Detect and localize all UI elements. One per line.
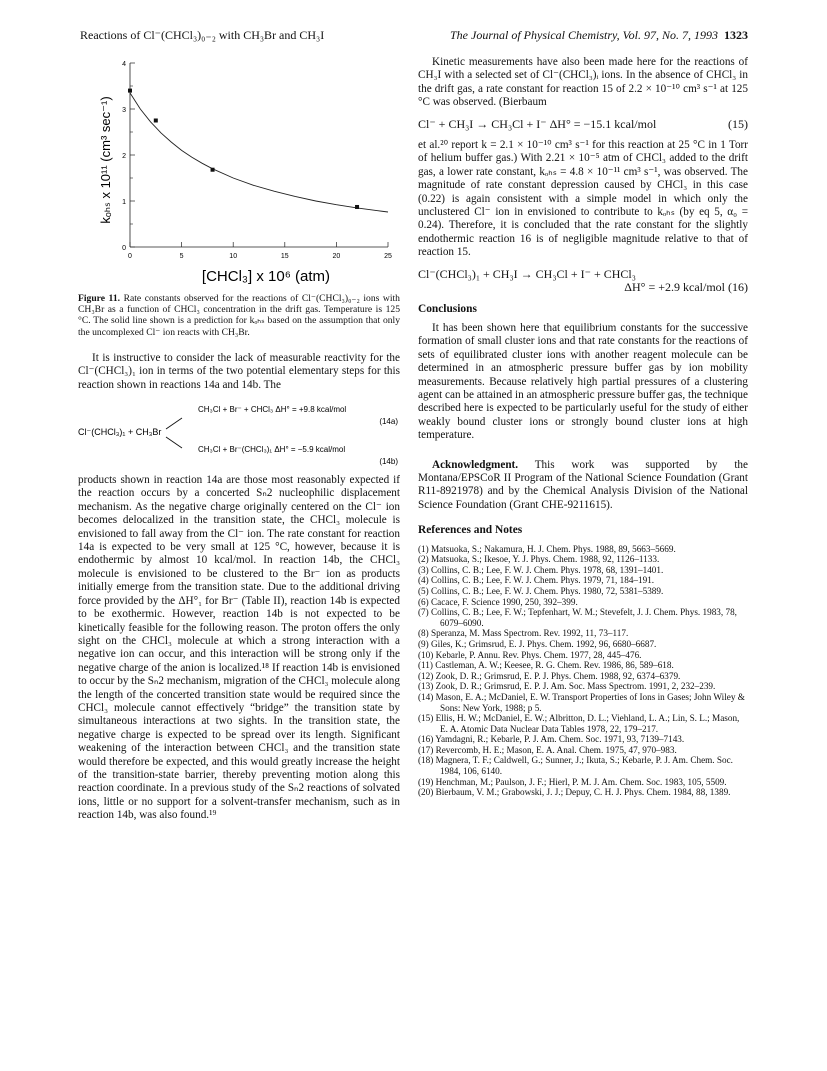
equation-15 (418, 118, 748, 131)
ack-label: Acknowledgment. (432, 458, 519, 471)
reference-item: (9) Giles, K.; Grimsrud, E. J. Phys. Chem. 1992, 96, 6680–6687. (418, 638, 657, 649)
y-axis-label: kₒₕₛ x 10¹¹ (cm³ sec⁻¹) (98, 96, 113, 224)
y-tick-label: 3 (122, 107, 126, 114)
reference-item: (10) Kebarle, P. Annu. Rev. Phys. Chem. 1977, 28, 445–476. (418, 649, 642, 660)
y-tick-label: 0 (122, 245, 126, 252)
y-tick-label: 2 (122, 153, 126, 160)
x-tick-label: 20 (332, 253, 341, 260)
reference-item: (12) Zook, D. R.; Grimsrud, E. P. J. Phys. Chem. 1988, 92, 6374–6379. (418, 670, 681, 681)
reference-item: (7) Collins, C. B.; Lee, F. W.; Tepfenhart, W. M.; Stevefelt, J. J. Chem. Phys. 1983, 78, 6079–6090. (418, 607, 737, 628)
reference-item: (13) Zook, D. R.; Grimsrud, E. P. J. Am. Soc. Mass Spectrom. 1991, 2, 232–239. (418, 681, 716, 692)
x-tick-label: 5 (179, 253, 184, 260)
scheme-product-a: CH₃Cl + Br⁻ + CHCl₃ ΔH° = +9.8 kcal/mol (198, 405, 347, 415)
figure-caption-text: Rate constants observed for the reactions of Cl⁻(CHCl₃)₀₋₂ ions with CH₃Br as a function of CHCl₃ concentration in the drift gas. Temperature is 125 °C. The solid line shown is a prediction for kₒₕₛ based on the assumption that only the uncomplexed Cl⁻ ion reacts with CH₃Br. (78, 293, 400, 338)
x-tick-label: 0 (128, 253, 132, 260)
reference-item: (17) Revercomb, H. E.; Mason, E. A. Anal. Chem. 1975, 47, 970–983. (418, 744, 677, 755)
paragraph: It has been shown here that equilibrium constants for the successive formation of small cluster ions and that rate constants for the reactions of sets of equilibrated cluster ions with another reagent molecule can be determined in an atmospheric pressure buffer gas by ion mobility measurements. Because relatively high partial pressures of a clustering agent can be attained in an atmospheric pressure buffer gas, the technique described here is expected to be particularly useful for the study of either weakly bound cluster ions or strongly bound cluster ions at high temperature. (418, 321, 748, 442)
arrow-14a (166, 418, 182, 429)
figure-11-chart (78, 55, 400, 287)
equation-text: Cl⁻ + CH₃I → CH₃Cl + I⁻ ΔH° = −15.1 kcal/mol (418, 116, 657, 131)
x-tick-label: 15 (280, 253, 289, 260)
reference-item: (4) Collins, C. B.; Lee, F. W. J. Chem. Phys. 1979, 71, 184–191. (418, 575, 655, 586)
paragraph: It is instructive to consider the lack of measurable reactivity for the Cl⁻(CHCl₃)₁ ion in terms of the two potential elementary steps for this reaction shown in reactions 14a and 14b. The (78, 351, 400, 391)
reference-item: (20) Bierbaum, V. M.; Grabowski, J. J.; Depuy, C. H. J. Phys. Chem. 1984, 88, 1389. (418, 787, 731, 798)
reference-item: (16) Yamdagni, R.; Kebarle, P. J. Am. Chem. Soc. 1971, 93, 7139–7143. (418, 734, 685, 745)
running-title: Reactions of Cl⁻(CHCl₃)₀₋₂ with CH₃Br and CH₃I (80, 28, 325, 42)
left-column (78, 55, 400, 823)
x-tick-label: 10 (229, 253, 238, 260)
figure-caption (78, 293, 400, 338)
reference-item: (5) Collins, C. B.; Lee, F. W. J. Chem. Phys. 1980, 72, 5381–5389. (418, 585, 664, 596)
reference-item: (18) Magnera, T. F.; Caldwell, G.; Sunner, J.; Ikuta, S.; Kebarle, P. J. Am. Chem. Soc. 1984, 106, 6140. (418, 755, 733, 777)
scheme-product-b: CH₃Cl + Br⁻(CHCl₃)₁ ΔH° = −5.9 kcal/mol (198, 445, 346, 455)
journal-header (418, 28, 748, 43)
reference-item: (15) Ellis, H. W.; McDaniel, E. W.; Albritton, D. L.; Viehland, L. A.; Lin, S. L.; Mason, E. A. Atomic Data Nuclear Data Tables 1978, 22, 179–217. (418, 713, 740, 734)
figure-label: Figure 11. (78, 293, 121, 304)
acknowledgment (418, 459, 748, 513)
paragraph: products shown in reaction 14a are those most reasonably expected if the reaction occurs by a concerted Sₙ2 nucleophilic displacement mechanism. As the negative charge originally centered on the Cl⁻ ion becomes delocalized in the transition state, the CHCl₃ molecule is envisioned to fall away from the Cl⁻ ion. The rate constant for reaction 14a is expected to be very small at 125 °C, however, because it is endothermic by almost 10 kcal/mol. In reaction 14b, the CHCl₃ molecule is envisioned to be clustered to the Br⁻ ion as products initially emerge from the transition state. Due to the additional driving force provided by the ΔH°₁ for Br⁻ (Table II), reaction 14b is expected to be exothermic. However, reaction 14b is not expected to be kinetically feasible for the following reason. The proton offers the only sight on the CHCl₃ molecule at which a strong interaction with a negative ion can occur, and this interaction will be strong only if the negative charge of the anion is localized.¹⁸ If reaction 14b is envisioned to occur by the Sₙ2 mechanism, migration of the CHCl₃ molecule along the length of the concerted transition state would be required since the CHCl₃ molecule cannot effectively “bridge” the transition state by simultaneous interactions at two sights. In the transition state, the negative charge is expected to be spread over its length. Significant weakening of the interaction between CHCl₃ and the transition state would therefore be expected, and this would greatly increase the height of the transition-state barrier, thereby preventing motion along this reaction coordinate. In a previous study of the Sₙ2 reactions of solvated ions, little or no support for a solvent-transfer mechanism, such as in reaction 14b, was also found.¹⁹ (78, 474, 400, 822)
equation-line: ΔH° = +2.9 kcal/mol (16) (624, 280, 748, 295)
page-number: 1323 (724, 28, 748, 42)
journal-name: The Journal of Physical Chemistry, Vol. 97, No. 7, 1993 (450, 28, 718, 42)
reference-list (418, 544, 748, 798)
data-point (128, 89, 132, 93)
x-axis-label: [CHCl₃] x 10⁶ (atm) (201, 268, 331, 285)
paragraph: et al.²⁰ report k = 2.1 × 10⁻¹⁰ cm³ s⁻¹ for this reaction at 25 °C in 1 Torr of helium buffer gas.) With 2.21 × 10⁻⁵ atm of CHCl₃ added to the drift gas, a lower rate constant, kₒₕₛ = 4.8 × 10⁻¹¹ cm³ s⁻¹, was observed. The magnitude of rate constant depression caused by CHCl₃ in this case (0.22) is again consistent with a simple model in which only the unclustered Cl⁻ ion in envisioned to contribute to kₒₕₛ (by eq 5, α₀ = 0.24). Therefore, it is concluded that the rate constant for the slightly endothermic reaction 16 is of negligible magnitude relative to that of reaction 15. (418, 139, 748, 259)
equation-16 (418, 268, 748, 295)
reference-item: (11) Castleman, A. W.; Keesee, R. G. Chem. Rev. 1986, 86, 589–618. (418, 660, 674, 671)
right-column (418, 56, 748, 798)
y-tick-label: 4 (122, 61, 126, 68)
scheme-label-a: (14a) (379, 417, 398, 427)
reference-item: (6) Cacace, F. Science 1990, 250, 392–399. (418, 596, 578, 607)
section-heading: Conclusions (418, 302, 477, 315)
ack-text: This work was supported by the Montana/EPSCoR II Program of the National Science Foundation (Grant R11-8921978) and by the Chemical Analysis Division of the National Science Foundation (Grant CHE-9211615). (418, 458, 748, 511)
scheme-reactant: Cl⁻(CHCl₃)₁ + CH₃Br (78, 427, 162, 438)
arrow-14b (166, 437, 182, 448)
paragraph: Kinetic measurements have also been made here for the reactions of CH₃I with a selected set of Cl⁻(CHCl₃)ᵢ ions. In the absence of CHCl₃ in the drift gas, a rate constant for reaction 15 of 2.2 × 10⁻¹⁰ cm³ s⁻¹ at 125 °C was observed. (Bierbaum (418, 56, 748, 109)
reaction-scheme-14 (78, 400, 400, 466)
reference-item: (2) Matsuoka, S.; Ikesoe, Y. J. Phys. Chem. 1988, 92, 1126–1133. (418, 554, 660, 565)
equation-label: (15) (728, 116, 748, 131)
reference-item: (19) Henchman, M.; Paulson, J. F.; Hierl, P. M. J. Am. Chem. Soc. 1983, 105, 5509. (418, 776, 727, 787)
reference-item: (14) Mason, E. A.; McDaniel, E. W. Transport Properties of Ions in Gases; John Wiley & Sons: New York, 1988; p 5. (418, 691, 745, 713)
equation-line: Cl⁻(CHCl₃)₁ + CH₃I → CH₃Cl + I⁻ + CHCl₃ (418, 266, 636, 281)
data-point (355, 205, 359, 209)
reference-item: (8) Speranza, M. Mass Spectrom. Rev. 1992, 11, 73–117. (418, 628, 629, 639)
reference-item: (1) Matsuoka, S.; Nakamura, H. J. Chem. Phys. 1988, 89, 5663–5669. (418, 543, 676, 554)
prediction-curve (130, 93, 388, 212)
data-point (211, 168, 215, 172)
reference-item: (3) Collins, C. B.; Lee, F. W. J. Chem. Phys. 1978, 68, 1391–1401. (418, 564, 664, 575)
y-tick-label: 1 (122, 199, 126, 206)
references-heading: References and Notes (418, 524, 523, 537)
scheme-label-b: (14b) (379, 457, 398, 467)
data-point (154, 119, 158, 123)
x-tick-label: 25 (384, 253, 392, 260)
